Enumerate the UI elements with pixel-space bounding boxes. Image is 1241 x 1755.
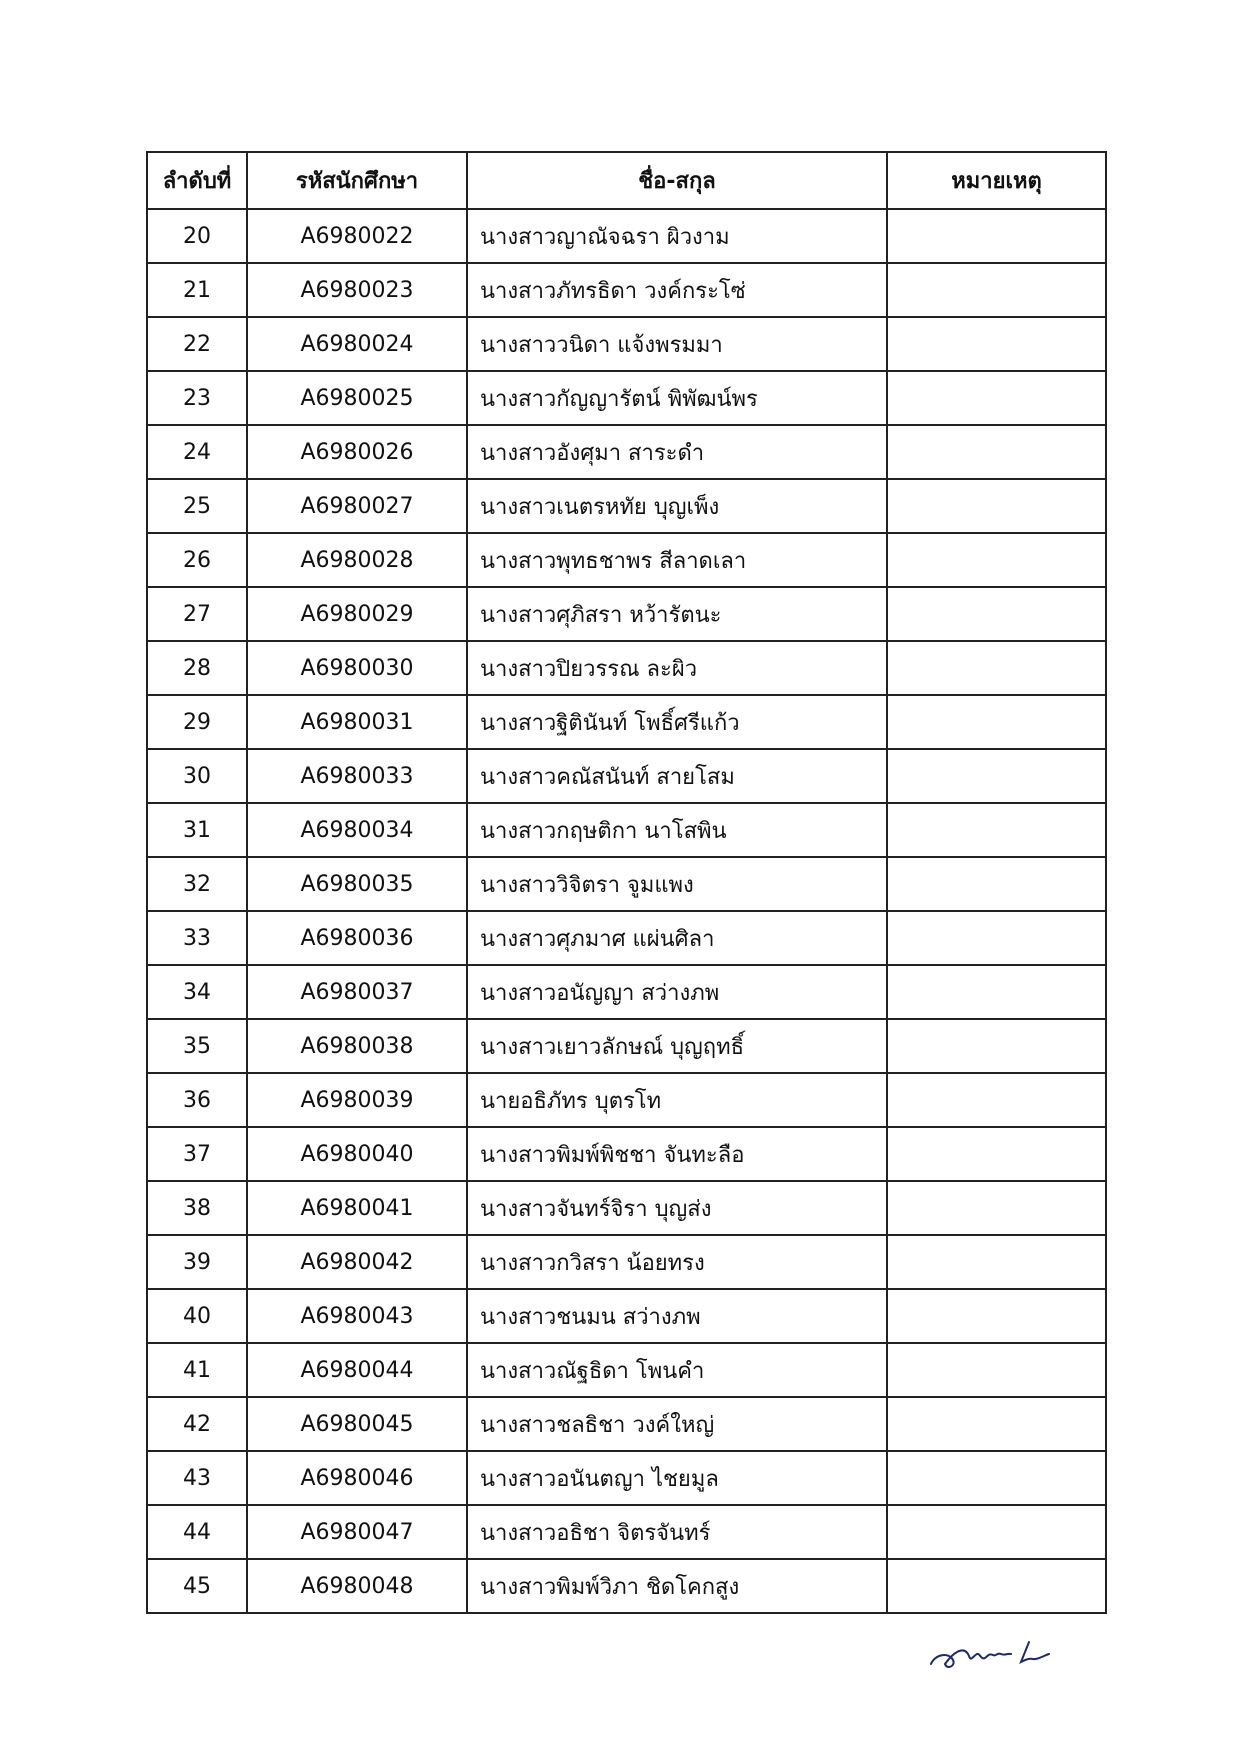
table-row [147,1181,1106,1235]
header-student-id: รหัสนักศึกษา [247,152,467,209]
row-name: นางสาวศุภมาศ แผ่นศิลา [467,911,887,965]
row-no: 28 [147,641,247,695]
row-no: 30 [147,749,247,803]
table-row [147,587,1106,641]
row-student-id: A6980046 [247,1451,467,1505]
row-student-id: A6980035 [247,857,467,911]
table-row [147,1559,1106,1613]
row-no: 23 [147,371,247,425]
table-row [147,641,1106,695]
row-student-id: A6980028 [247,533,467,587]
row-note [887,1019,1106,1073]
row-no: 34 [147,965,247,1019]
row-no: 21 [147,263,247,317]
row-student-id: A6980022 [247,209,467,263]
row-name: นางสาวณัฐธิดา โพนคำ [467,1343,887,1397]
row-name: นางสาวกัญญารัตน์ พิพัฒน์พร [467,371,887,425]
row-no: 38 [147,1181,247,1235]
table-body [147,209,1106,1613]
row-student-id: A6980025 [247,371,467,425]
row-student-id: A6980030 [247,641,467,695]
row-no: 37 [147,1127,247,1181]
row-note [887,587,1106,641]
table-row [147,1019,1106,1073]
row-note [887,641,1106,695]
row-name: นายอธิภัทร บุตรโท [467,1073,887,1127]
table-row [147,371,1106,425]
row-no: 22 [147,317,247,371]
row-no: 35 [147,1019,247,1073]
table-row [147,317,1106,371]
row-note [887,371,1106,425]
row-no: 39 [147,1235,247,1289]
row-name: นางสาวกฤษติกา นาโสพิน [467,803,887,857]
table-row [147,803,1106,857]
row-student-id: A6980045 [247,1397,467,1451]
row-note [887,1397,1106,1451]
row-student-id: A6980031 [247,695,467,749]
row-student-id: A6980027 [247,479,467,533]
row-note [887,911,1106,965]
row-no: 45 [147,1559,247,1613]
row-no: 20 [147,209,247,263]
row-note [887,1235,1106,1289]
row-no: 44 [147,1505,247,1559]
row-name: นางสาวอนันตญา ไชยมูล [467,1451,887,1505]
row-no: 40 [147,1289,247,1343]
row-no: 31 [147,803,247,857]
row-name: นางสาวจันทร์จิรา บุญส่ง [467,1181,887,1235]
row-no: 32 [147,857,247,911]
row-no: 33 [147,911,247,965]
row-name: นางสาวเยาวลักษณ์ บุญฤทธิ์ [467,1019,887,1073]
row-name: นางสาวอนัญญา สว่างภพ [467,965,887,1019]
row-note [887,1559,1106,1613]
row-student-id: A6980043 [247,1289,467,1343]
row-student-id: A6980040 [247,1127,467,1181]
row-note [887,1505,1106,1559]
row-name: นางสาววนิดา แจ้งพรมมา [467,317,887,371]
row-name: นางสาวคณัสนันท์ สายโสม [467,749,887,803]
row-student-id: A6980036 [247,911,467,965]
row-name: นางสาวพุทธชาพร สีลาดเลา [467,533,887,587]
row-note [887,479,1106,533]
row-student-id: A6980042 [247,1235,467,1289]
row-student-id: A6980033 [247,749,467,803]
row-no: 36 [147,1073,247,1127]
row-name: นางสาวศุภิสรา หว้ารัตนะ [467,587,887,641]
table-row [147,857,1106,911]
header-no: ลำดับที่ [147,152,247,209]
row-student-id: A6980023 [247,263,467,317]
row-no: 29 [147,695,247,749]
row-name: นางสาวญาณัจฉรา ผิวงาม [467,209,887,263]
row-name: นางสาววิจิตรา จูมแพง [467,857,887,911]
table-row [147,965,1106,1019]
row-note [887,1127,1106,1181]
row-student-id: A6980026 [247,425,467,479]
table-row [147,1397,1106,1451]
row-note [887,209,1106,263]
row-name: นางสาวฐิตินันท์ โพธิ์ศรีแก้ว [467,695,887,749]
row-no: 24 [147,425,247,479]
row-note [887,263,1106,317]
row-student-id: A6980041 [247,1181,467,1235]
row-name: นางสาวอังศุมา สาระดำ [467,425,887,479]
table-row [147,1235,1106,1289]
table-row [147,1127,1106,1181]
row-student-id: A6980044 [247,1343,467,1397]
table-row [147,911,1106,965]
student-roster-table [146,151,1107,1614]
row-student-id: A6980024 [247,317,467,371]
row-student-id: A6980037 [247,965,467,1019]
table-row [147,1343,1106,1397]
signature [925,1628,1065,1678]
row-note [887,857,1106,911]
row-name: นางสาวพิมพ์พิชชา จันทะลือ [467,1127,887,1181]
row-name: นางสาวพิมพ์วิภา ชิดโคกสูง [467,1559,887,1613]
row-no: 25 [147,479,247,533]
table-row [147,695,1106,749]
row-no: 27 [147,587,247,641]
row-student-id: A6980029 [247,587,467,641]
row-note [887,1343,1106,1397]
table-row [147,749,1106,803]
row-note [887,1451,1106,1505]
row-note [887,1181,1106,1235]
row-name: นางสาวอธิชา จิตรจันทร์ [467,1505,887,1559]
row-note [887,749,1106,803]
row-note [887,1289,1106,1343]
row-name: นางสาวภัทรธิดา วงค์กระโซ่ [467,263,887,317]
row-note [887,533,1106,587]
row-student-id: A6980034 [247,803,467,857]
table-row [147,209,1106,263]
row-note [887,803,1106,857]
row-note [887,425,1106,479]
header-name: ชื่อ-สกุล [467,152,887,209]
row-note [887,1073,1106,1127]
row-student-id: A6980048 [247,1559,467,1613]
row-note [887,695,1106,749]
row-student-id: A6980039 [247,1073,467,1127]
table-row [147,1451,1106,1505]
row-no: 43 [147,1451,247,1505]
table-row [147,1505,1106,1559]
row-name: นางสาวชนมน สว่างภพ [467,1289,887,1343]
row-name: นางสาวเนตรหทัย บุญเพ็ง [467,479,887,533]
table-row [147,533,1106,587]
row-note [887,965,1106,1019]
row-no: 41 [147,1343,247,1397]
row-name: นางสาวกวิสรา น้อยทรง [467,1235,887,1289]
table-header-row [147,152,1106,209]
row-note [887,317,1106,371]
table-row [147,1073,1106,1127]
table-row [147,263,1106,317]
header-note: หมายเหตุ [887,152,1106,209]
table-row [147,425,1106,479]
table-row [147,1289,1106,1343]
table-row [147,479,1106,533]
row-student-id: A6980038 [247,1019,467,1073]
row-no: 42 [147,1397,247,1451]
row-name: นางสาวปิยวรรณ ละผิว [467,641,887,695]
row-name: นางสาวชลธิชา วงค์ใหญ่ [467,1397,887,1451]
row-no: 26 [147,533,247,587]
row-student-id: A6980047 [247,1505,467,1559]
